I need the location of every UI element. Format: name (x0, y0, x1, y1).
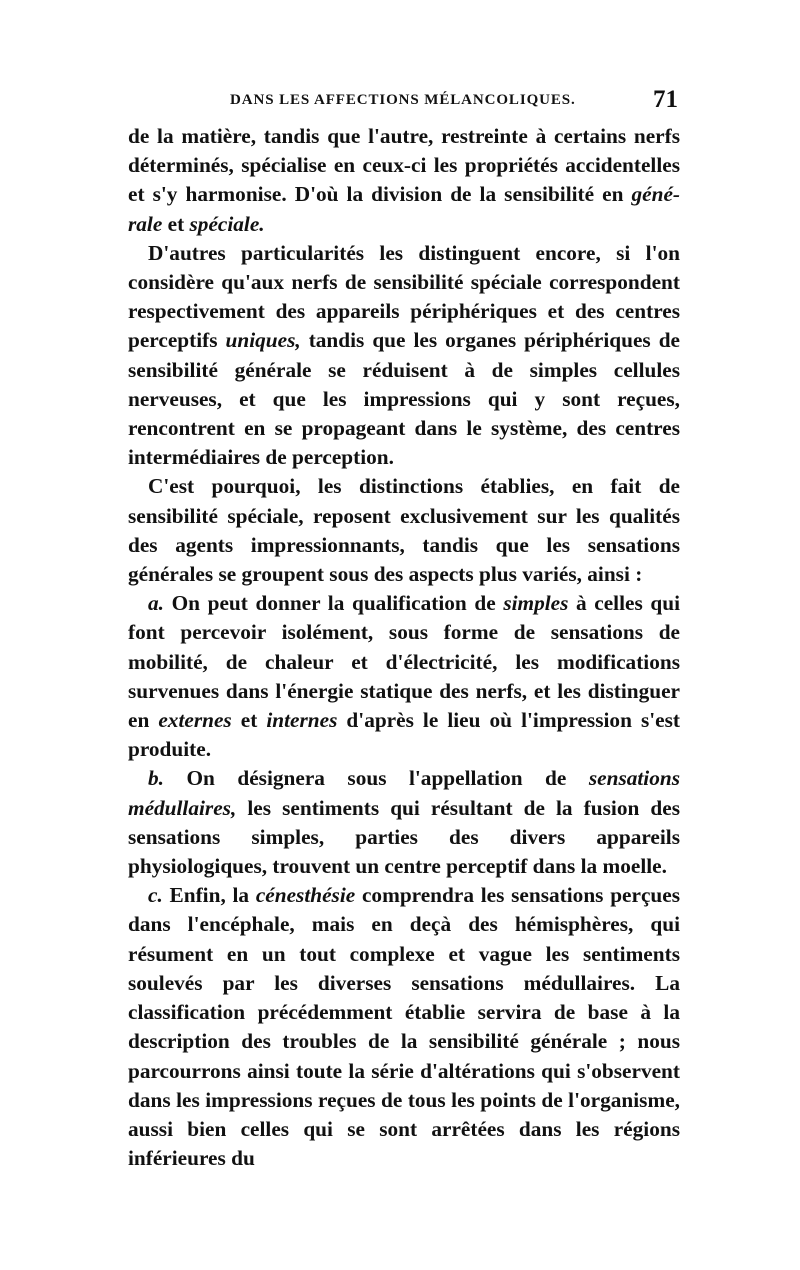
text-run: les sentiments qui résultant de la fusion des sensations simples, parties des divers appareils physiologiques, trouvent un centre perceptif dans la moelle. (128, 795, 680, 879)
text-run: On désignera sous l'appellation de (163, 766, 589, 791)
running-title: DANS LES AFFECTIONS MÉLANCOLIQUES. (230, 92, 576, 108)
text-run: à celles qui font percevoir isolément, sous forme de sensations de mobilité, de chaleur et d'électricité, les modifications survenues dans l'énergie statique des nerfs, et les distinguer en (128, 591, 680, 733)
text-run: C'est pourquoi, les distinctions établies, en fait de sensibilité spéciale, reposent exclusivement sur les qualités des agents impressionnants, tandis que les sensations générales se groupent sous des aspects plus variés, ainsi : (128, 474, 680, 587)
list-label: a. (148, 591, 164, 616)
italic-term: sensations médullaires, (128, 766, 680, 820)
italic-term: uniques, (225, 328, 301, 353)
paragraph-3 (128, 472, 680, 589)
text-run: On peut donner la qualification de (163, 591, 504, 616)
text-run: tandis que les organes périphériques de sensibilité générale se réduisent à de simples cellules nerveuses, et que les impressions qui y sont reçues, rencontrent en se propageant dans le système, des centres intermédiaires de perception. (128, 328, 681, 470)
text-run: et (231, 708, 267, 733)
italic-term: cénesthésie (255, 883, 356, 908)
text-run: d'après le lieu où l'impression s'est produite. (128, 708, 681, 762)
text-run: de la matière, tandis que l'autre, restreinte à certains nerfs déterminés, spécialise en ceux-ci les propriétés accidentelles et s'y harmonise. D'où la division de la sensibilité en (128, 124, 680, 207)
italic-term: externes (158, 708, 232, 733)
text-run: D'autres particularités les distinguent encore, si l'on considère qu'aux nerfs de sensibilité spéciale correspondent respectivement des appareils périphériques et des centres perceptifs (128, 240, 680, 353)
italic-term: spéciale. (189, 211, 265, 236)
paragraph-2 (128, 239, 680, 473)
paragraph-c (128, 881, 680, 1173)
list-label: c. (148, 883, 163, 908)
paragraph-a (128, 589, 680, 764)
body-text (128, 122, 680, 1173)
page-number: 71 (653, 86, 678, 113)
text-run: Enfin, la (162, 883, 256, 908)
list-label: b. (148, 766, 164, 791)
italic-term: simples (503, 591, 569, 616)
paragraph-1 (128, 122, 680, 239)
text-run: comprendra les sensations perçues dans l'encéphale, mais en deçà des hémisphères, qui résument en un tout complexe et vague les sentiments soulevés par les diverses sensations médullaires. La classification précédemment établie servira de base à la description des troubles de la sensibilité générale ; nous parcourrons ainsi toute la série d'altérations qui s'observent dans les impressions reçues de tous les points de l'organisme, aussi bien celles qui se sont arrêtées dans les régions inférieures du (128, 883, 680, 1171)
text-run: et (162, 211, 190, 236)
italic-term: internes (266, 708, 338, 733)
paragraph-b (128, 764, 680, 881)
page-header (128, 88, 680, 118)
italic-term: géné-rale (128, 182, 680, 236)
